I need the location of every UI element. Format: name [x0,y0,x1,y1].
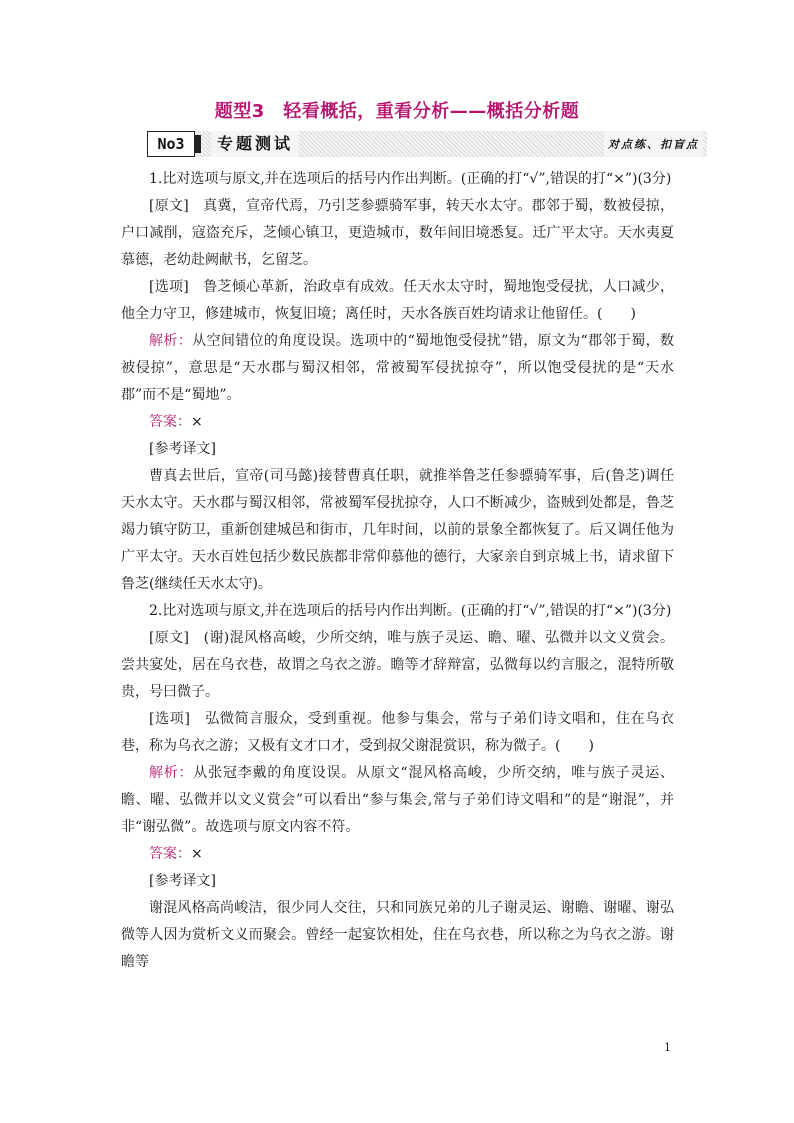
banner-right-text: 对点练、扣盲点 [604,131,703,157]
q2-analysis [121,760,674,841]
q1-instruction: 1.比对选项与原文,并在选项后的括号内作出判断。(正确的打“√”,错误的打“×”)(3分) [149,171,672,187]
banner-number: No3 [147,131,195,157]
q2-original: [原文] (谢)混风格高峻，少所交纳，唯与族子灵运、瞻、曜、弘微并以文义赏会。尝共宴处，居在乌衣巷，故谓之乌衣之游。瞻等才辞辩富，弘微每以约言服之，混特所敬贵，号曰微子。 [121,630,674,700]
q1-answer-label: 答案： [149,414,191,430]
section-banner [147,131,707,157]
q1-answer-value: × [191,414,203,430]
q1-option: [选项] 鲁芝倾心革新，治政卓有成效。任天水太守时，蜀地饱受侵扰，人口减少，他全力守卫，修建城市，恢复旧境；离任时，天水各族百姓均请求让他留任。( ) [121,279,674,322]
q2-reference-label: [参考译文] [149,873,216,889]
q2-answer-label: 答案： [149,846,191,862]
q1-analysis [121,328,674,409]
q2-translation: 谢混风格高尚峻洁，很少同人交往，只和同族兄弟的儿子谢灵运、谢瞻、谢曜、谢弘微等人因为赏析文义而聚会。曾经一起宴饮相处，住在乌衣巷，所以称之为乌衣之游。谢瞻等 [121,900,674,970]
content-body [121,166,674,976]
page-title: 题型3 轻看概括，重看分析——概括分析题 [214,101,580,122]
q1-analysis-label: 解析： [149,333,193,349]
q2-analysis-label: 解析： [149,765,194,781]
q1-original: [原文] 真冀，宣帝代焉，乃引芝参骠骑军事，转天水太守。郡邻于蜀，数被侵掠，户口减削，寇盗充斥，芝倾心镇卫，更造城市，数年间旧境悉复。迁广平太守。天水夷夏慕德，老幼赴阙献书，乞留芝。 [121,198,674,268]
q1-translation: 曹真去世后，宣帝(司马懿)接替曹真任职，就推举鲁芝任参骠骑军事，后(鲁芝)调任天水太守。天水郡与蜀汉相邻，常被蜀军侵扰掠夺，人口不断减少，盗贼到处都是，鲁芝竭力镇守防卫，重新创建城邑和街市，几年时间，以前的景象全都恢复了。后又调任他为广平太守。天水百姓包括少数民族都非常仰慕他的德行，大家亲自到京城上书，请求留下鲁芝(继续任天水太守)。 [121,468,674,592]
q2-answer [121,841,674,868]
q1-reference-label: [参考译文] [149,441,216,457]
q2-instruction: 2.比对选项与原文,并在选项后的括号内作出判断。(正确的打“√”,错误的打“×”)(3分) [149,603,672,619]
q2-analysis-text: 从张冠李戴的角度设误。从原文“混风格高峻，少所交纳，唯与族子灵运、瞻、曜、弘微并以文义赏会”可以看出“参与集会,常与子弟们诗文唱和”的是“谢混”，并非“谢弘微”。故选项与原文内容不符。 [121,765,675,835]
banner-label: 专题测试 [211,131,299,157]
q1-analysis-text: 从空间错位的角度设误。选项中的“蜀地饱受侵扰”错，原文为“郡邻于蜀，数被侵掠”，意思是“天水郡与蜀汉相邻，常被蜀军侵扰掠夺”，所以饱受侵扰的是“天水郡”而不是“蜀地”。 [121,333,674,403]
q1-answer [121,409,674,436]
q2-option: [选项] 弘微简言服众，受到重视。他参与集会，常与子弟们诗文唱和，住在乌衣巷，称为乌衣之游；又极有文才口才，受到叔父谢混赏识，称为微子。( ) [121,711,674,754]
page-number: 1 [664,1041,671,1054]
q2-answer-value: × [191,846,203,862]
banner-divider [195,135,201,153]
